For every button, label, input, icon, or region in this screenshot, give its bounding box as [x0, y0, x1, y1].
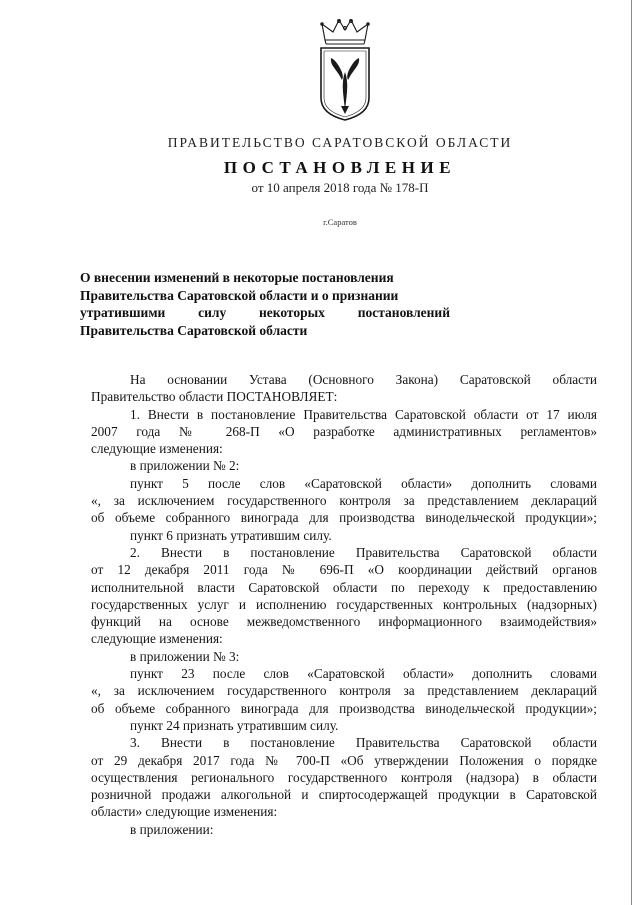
heading-line: О внесении изменений в некоторые постановления: [80, 270, 394, 285]
body-line: следующие изменения:: [91, 441, 223, 457]
body-line: 3. Внести в постановление Правительства Саратовской области: [130, 735, 597, 751]
heading-line: Правительства Саратовской области: [80, 322, 308, 338]
body-line: функций на основе межведомственного информационного взаимодействия»: [91, 614, 597, 630]
body-line: пункт 6 признать утратившим силу.: [130, 527, 332, 543]
body-line: об объеме собранного винограда для производства винодельческой продукции»;: [91, 700, 597, 716]
body-line: розничной продажи алкогольной и спиртосодержащей продукции в Саратовской: [91, 787, 597, 803]
coat-of-arms-icon: [313, 18, 377, 122]
heading-line: Правительства Саратовской области и о признании: [80, 287, 399, 303]
document-body: [91, 371, 597, 838]
body-line: следующие изменения:: [91, 631, 223, 647]
body-line: 2. Внести в постановление Правительства Саратовской области: [130, 544, 597, 560]
body-line: от 12 декабря 2011 года № 696-П «О координации действий органов: [91, 562, 597, 578]
body-line: «, за исключением государственного контроля за представлением деклараций: [91, 493, 597, 509]
body-line: государственных услуг и исполнению государственных контрольных (надзорных): [91, 596, 597, 612]
body-line: «, за исключением государственного контроля за представлением деклараций: [91, 683, 597, 699]
city-label: г.Саратов: [323, 217, 357, 227]
body-line: об объеме собранного винограда для производства винодельческой продукции»;: [91, 510, 597, 526]
body-line: в приложении:: [130, 821, 214, 837]
document-date-number: от 10 апреля 2018 года № 178-П: [251, 180, 429, 195]
body-line: пункт 23 после слов «Саратовской области» дополнить словами: [130, 666, 597, 682]
body-line: в приложении № 3:: [130, 648, 240, 664]
government-title: ПРАВИТЕЛЬСТВО САРАТОВСКОЙ ОБЛАСТИ: [167, 135, 513, 150]
body-line: На основании Устава (Основного Закона) Саратовской области: [130, 372, 597, 387]
body-line: от 29 декабря 2017 года № 700-П «Об утверждении Положения о порядке: [91, 752, 597, 768]
document-heading: [80, 269, 450, 339]
body-line: исполнительной власти Саратовской области по переходу к предоставлению: [91, 579, 597, 595]
crown-icon: [321, 20, 369, 44]
body-line: пункт 24 признать утратившим силу.: [130, 717, 339, 733]
heading-line: утратившими силу некоторых постановлений: [80, 305, 450, 320]
body-line: области» следующие изменения:: [91, 804, 278, 820]
document-type: ПОСТАНОВЛЕНИЕ: [223, 158, 457, 177]
body-line: пункт 5 после слов «Саратовской области» дополнить словами: [130, 475, 597, 491]
body-line: в приложении № 2:: [130, 458, 240, 474]
body-line: 1. Внести в постановление Правительства Саратовской области от 17 июля: [130, 406, 597, 422]
body-line: Правительство области ПОСТАНОВЛЯЕТ:: [91, 389, 338, 405]
body-line: 2007 года № 268-П «О разработке административных регламентов»: [91, 423, 597, 439]
body-line: осуществления регионального государственного контроля (надзора) в области: [91, 769, 597, 785]
